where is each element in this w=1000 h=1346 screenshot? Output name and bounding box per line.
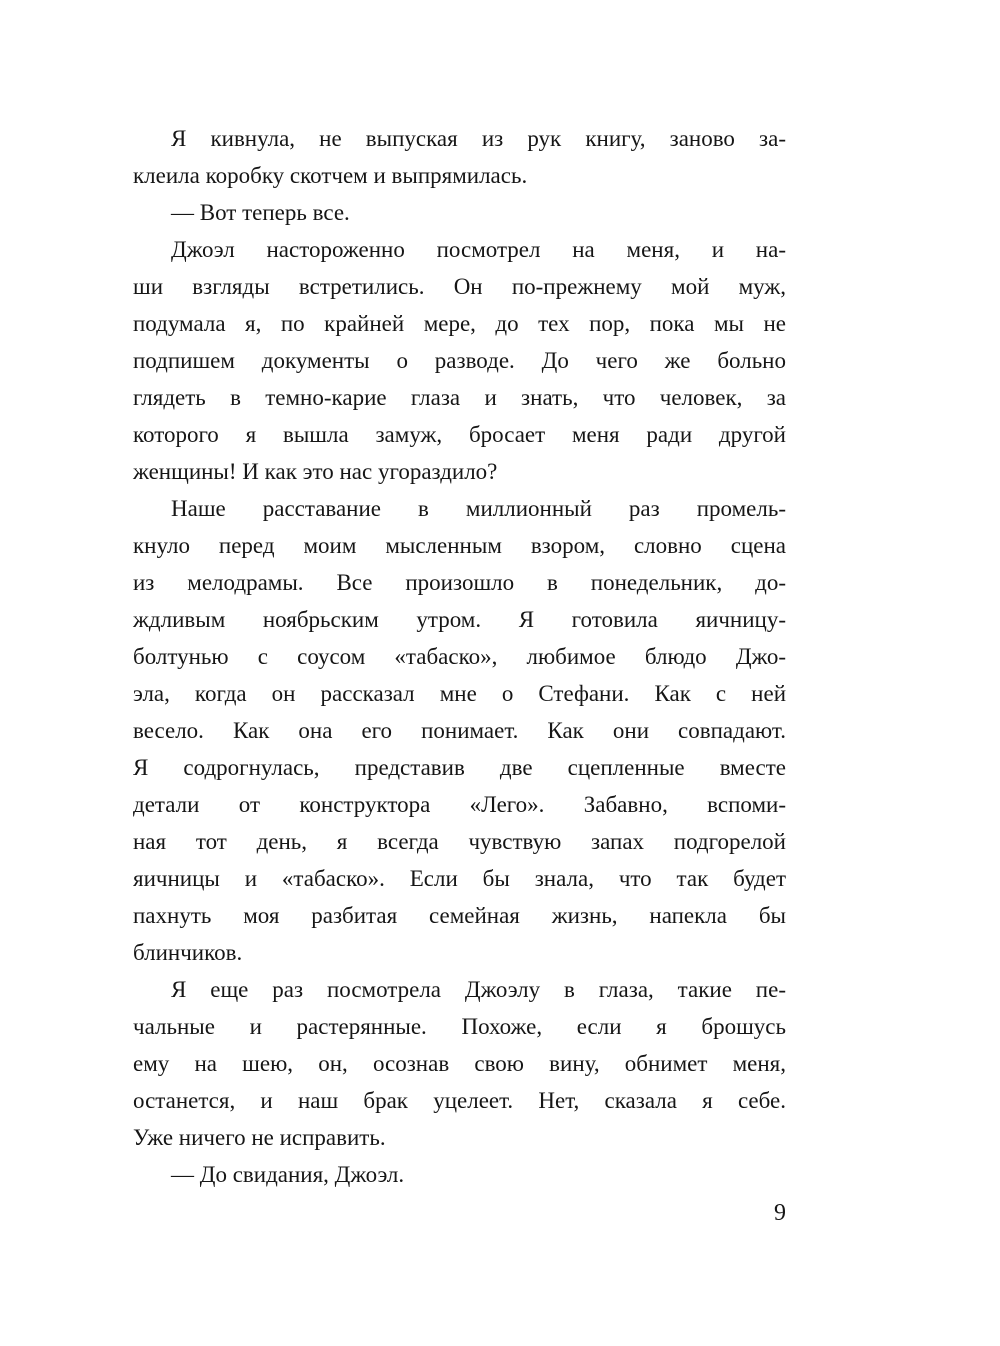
text-line: глядеть в темно-карие глаза и знать, что человек, за xyxy=(133,385,786,410)
paragraph xyxy=(133,231,786,490)
text-line: Наше расставание в миллионный раз промель- xyxy=(171,496,786,521)
text-line: — Вот теперь все. xyxy=(171,200,350,225)
text-block xyxy=(133,120,786,1193)
text-line: клеила коробку скотчем и выпрямилась. xyxy=(133,163,528,188)
text-line: останется, и наш брак уцелеет. Нет, сказала я себе. xyxy=(133,1088,786,1113)
text-line: эла, когда он рассказал мне о Стефани. Как с ней xyxy=(133,681,786,706)
text-line: ему на шею, он, осознав свою вину, обнимет меня, xyxy=(133,1051,786,1076)
paragraph xyxy=(133,194,786,231)
paragraph xyxy=(133,490,786,971)
text-line: Джоэл настороженно посмотрел на меня, и на- xyxy=(171,237,786,262)
text-line: весело. Как она его понимает. Как они совпадают. xyxy=(133,718,786,743)
text-line: Я содрогнулась, представив две сцепленные вместе xyxy=(133,755,786,780)
text-line: — До свидания, Джоэл. xyxy=(171,1162,405,1187)
text-line: детали от конструктора «Лего». Забавно, вспоми- xyxy=(133,792,786,817)
text-line: пахнуть моя разбитая семейная жизнь, напекла бы xyxy=(133,903,786,928)
page-number: 9 xyxy=(774,1200,786,1226)
text-line: Я кивнула, не выпуская из рук книгу, заново за- xyxy=(171,126,786,151)
text-line: блинчиков. xyxy=(133,940,243,965)
text-line: ждливым ноябрьским утром. Я готовила яичницу- xyxy=(133,607,786,632)
text-line: подумала я, по крайней мере, до тех пор, пока мы не xyxy=(133,311,786,336)
paragraph xyxy=(133,971,786,1156)
text-line: болтунью с соусом «табаско», любимое блюдо Джо- xyxy=(133,644,786,669)
paragraph xyxy=(133,120,786,194)
text-line: Уже ничего не исправить. xyxy=(133,1125,386,1150)
text-line: которого я вышла замуж, бросает меня ради другой xyxy=(133,422,786,447)
text-line: кнуло перед моим мысленным взором, словно сцена xyxy=(133,533,786,558)
text-line: из мелодрамы. Все произошло в понедельник, до- xyxy=(133,570,786,595)
text-line: яичницы и «табаско». Если бы знала, что так будет xyxy=(133,866,786,891)
text-line: ши взгляды встретились. Он по-прежнему мой муж, xyxy=(133,274,786,299)
text-line: подпишем документы о разводе. До чего же больно xyxy=(133,348,786,373)
paragraph xyxy=(133,1156,786,1193)
text-line: чальные и растерянные. Похоже, если я брошусь xyxy=(133,1014,786,1039)
text-line: женщины! И как это нас угораздило? xyxy=(133,459,498,484)
text-line: ная тот день, я всегда чувствую запах подгорелой xyxy=(133,829,786,854)
text-line: Я еще раз посмотрела Джоэлу в глаза, такие пе- xyxy=(171,977,786,1002)
